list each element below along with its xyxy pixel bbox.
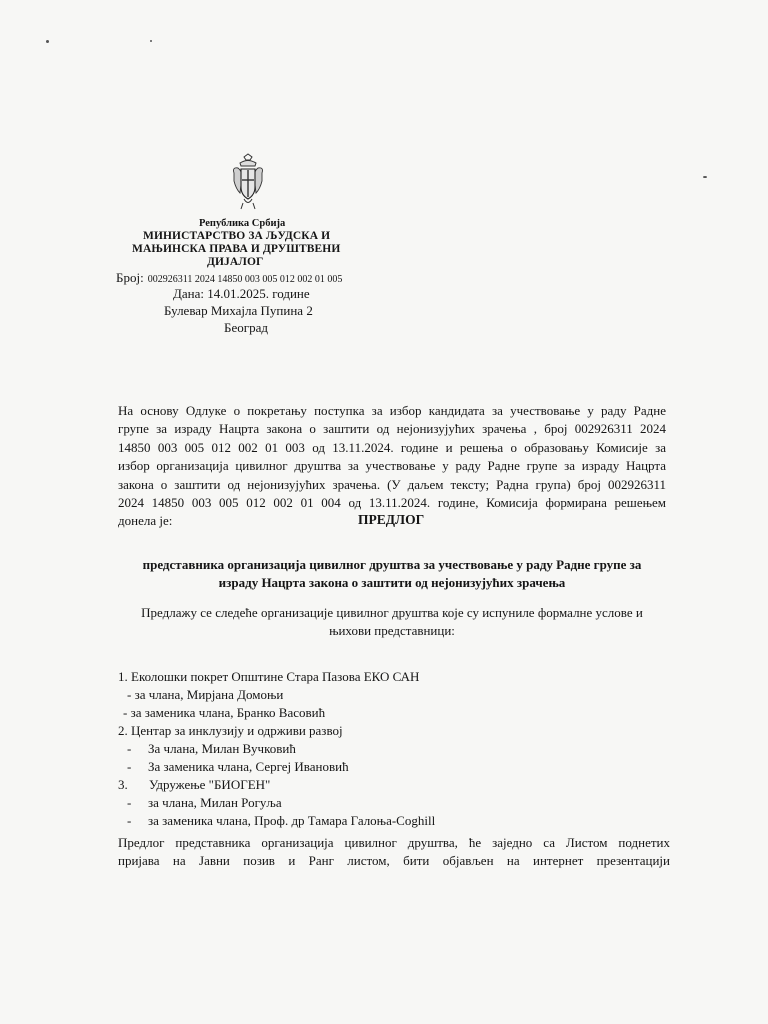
closing-line2: пријава на Јавни позив и Ранг листом, бити објављен на интернет презентацији xyxy=(118,853,670,869)
organizations-list xyxy=(118,668,678,830)
list-item xyxy=(118,704,678,722)
list-item xyxy=(118,686,678,704)
deputy-entry: За заменика члана, Сергеј Ивановић xyxy=(148,759,349,774)
member-entry: За члана, Милан Вучковић xyxy=(148,741,296,756)
list-item xyxy=(118,812,678,830)
document-date: Дана: 14.01.2025. године xyxy=(173,286,310,301)
intro-line: На основу Одлуке о покретању поступка за избор кандидата за учествовање у раду Радне xyxy=(118,403,666,418)
list-item xyxy=(118,740,678,758)
scan-speck xyxy=(150,40,152,42)
ministry-name-line1: МИНИСТАРСТВО ЗА ЉУДСКА И xyxy=(143,230,331,242)
ministry-address: Булевар Михајла Пупина 2 xyxy=(164,303,313,318)
reference-number-label: Број: xyxy=(116,270,144,285)
scan-speck xyxy=(703,176,707,178)
ministry-name-line3: ДИЈАЛОГ xyxy=(207,256,264,268)
list-item xyxy=(118,668,678,686)
scan-speck xyxy=(46,40,49,43)
list-item xyxy=(118,758,678,776)
dash-bullet: - xyxy=(127,795,132,810)
list-item xyxy=(118,794,678,812)
closing-paragraph xyxy=(118,834,670,871)
reference-number xyxy=(116,269,342,287)
serbian-coat-of-arms-icon xyxy=(230,153,266,211)
member-entry: - за члана, Мирјана Домоњи xyxy=(127,687,284,702)
subtitle-line2: израду Нацрта закона о заштити од нејонизујућих зрачења xyxy=(218,575,566,591)
intro-line: групе за израду Нацрта закона о заштити од нејонизујућих зрачења , број 002926311 2024 xyxy=(118,421,666,437)
ministry-city: Београд xyxy=(224,320,268,335)
member-entry: за члана, Милан Рогуља xyxy=(148,795,282,810)
document-subtitle xyxy=(116,556,668,593)
ministry-name-line2: МАЊИНСКА ПРАВА И ДРУШТВЕНИ xyxy=(132,243,341,255)
organization-heading: 1. Еколошки покрет Општине Стара Пазова ЕКО САН xyxy=(118,669,420,684)
proposal-intro-line2: њихови представници: xyxy=(329,623,455,639)
deputy-entry: за заменика члана, Проф. др Тамара Галоња-Coghill xyxy=(148,813,436,828)
organization-heading: 2. Центар за инклузију и одрживи развој xyxy=(118,723,343,738)
intro-line: 14850 003 005 012 002 01 003 од 13.11.2024. године и решења о образовању Комисије за xyxy=(118,439,666,455)
list-item xyxy=(118,776,678,794)
organization-number: 3. xyxy=(118,777,128,792)
organization-heading: Удружење "БИОГЕН" xyxy=(149,777,271,792)
proposal-intro xyxy=(112,604,672,641)
dash-bullet: - xyxy=(127,813,132,828)
dash-bullet: - xyxy=(127,759,132,774)
reference-number-value: 002926311 2024 14850 003 005 012 002 01 005 xyxy=(147,274,343,285)
intro-line: донела је: xyxy=(118,513,173,529)
dash-bullet: - xyxy=(127,741,132,756)
closing-line1: Предлог представника организација цивилног друштва, ће заједно са Листом поднетих xyxy=(118,835,670,850)
intro-line: 2024 14850 003 005 012 002 01 004 од 13.11.2024. године, Комисија формирана решењем xyxy=(118,495,666,511)
intro-line: избор организација цивилног друштва за учествовање у раду Радне групе за израду Нацрта xyxy=(118,458,666,474)
list-item xyxy=(118,722,678,740)
intro-line: закона о заштити од нејонизујућих зрачења. (У даљем тексту; Радна група) број 002926311 xyxy=(118,476,666,492)
republic-label: Република Србија xyxy=(199,218,286,229)
document-title: ПРЕДЛОГ xyxy=(358,512,425,527)
deputy-entry: - за заменика члана, Бранко Васовић xyxy=(123,705,326,720)
proposal-intro-line1: Предлажу се следеће организације цивилног друштва које су испуниле формалне услове и xyxy=(141,605,643,620)
subtitle-line1: представника организација цивилног друштва за учествовање у раду Радне групе за xyxy=(142,557,642,572)
